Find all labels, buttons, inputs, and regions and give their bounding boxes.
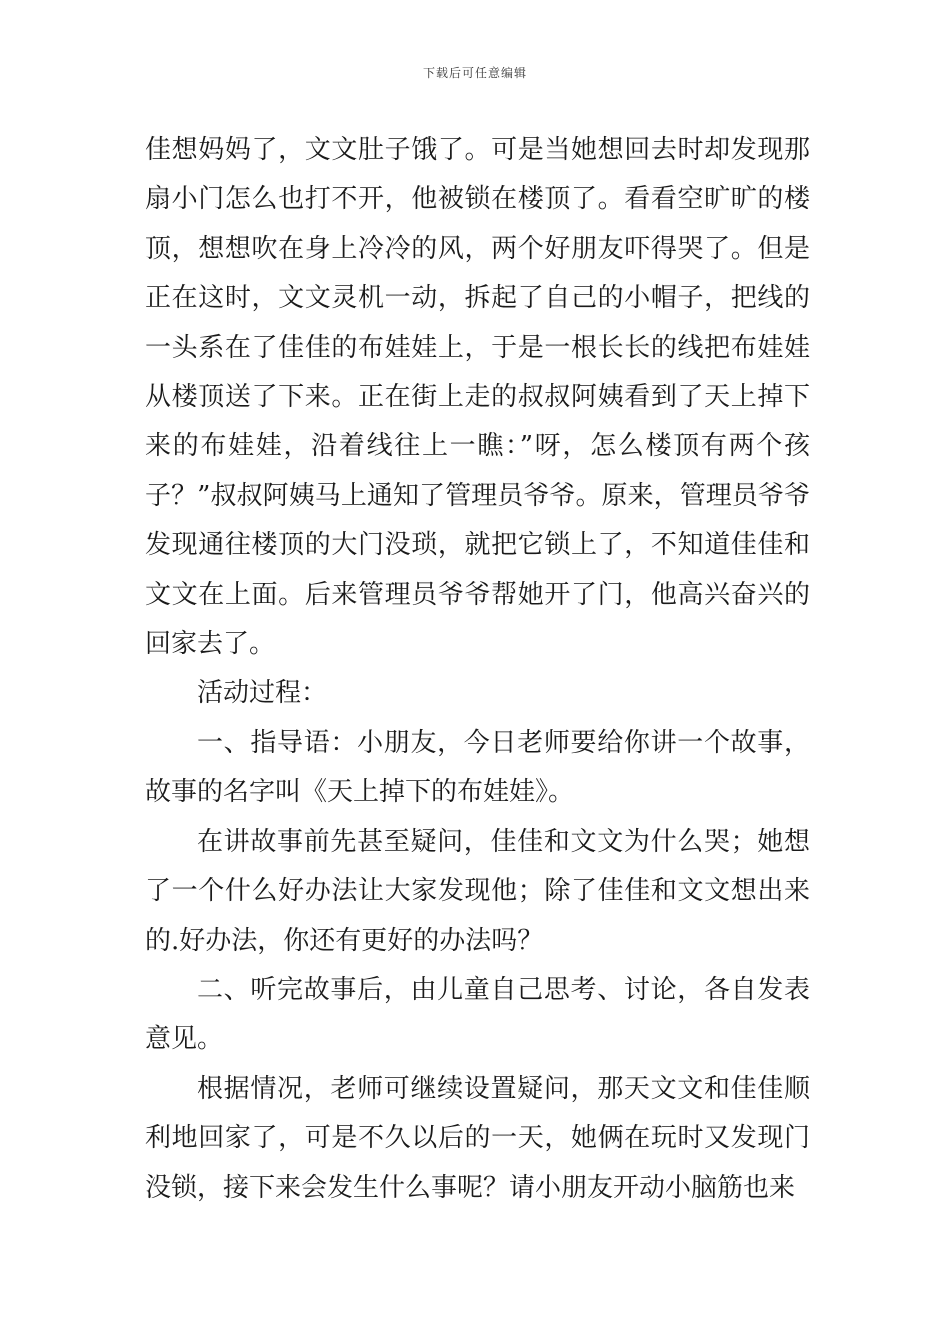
followup-paragraph: 根据情况，老师可继续设置疑问，那天文文和佳佳顺利地回家了，可是不久以后的一天，她俩在玩时又发现门没锁，接下来会发生什么事呢？请小朋友开动小脑筋也来 (145, 1073, 810, 1203)
page-header: 下载后可任意编辑 (422, 66, 527, 80)
guidance-paragraph: 一、指导语：小朋友，今日老师要给你讲一个故事，故事的名字叫《天上掉下的布娃娃》。 (145, 727, 810, 808)
discussion-paragraph: 二、听完故事后，由儿童自己思考、讨论，各自发表意见。 (145, 974, 810, 1055)
activity-process-heading: 活动过程： (197, 678, 328, 709)
story-paragraph: 佳想妈妈了，文文肚子饿了。可是当她想回去时却发现那扇小门怎么也打不开，他被锁在楼顶了。看看空旷旷的楼顶，想想吹在身上冷冷的风，两个好朋友吓得哭了。但是正在这时，文文灵机一动，拆起了自己的小帽子，把线的一头系在了佳佳的布娃娃上，于是一根长长的线把布娃娃从楼顶送了下来。正在街上走的叔叔阿姨看到了天上掉下来的布娃娃，沿着线往上一瞧：”呀，怎么楼顶有两个孩子？”叔叔阿姨马上通知了管理员爷爷。原来，管理员爷爷发现通往楼顶的大门没琐，就把它锁上了，不知道佳佳和文文在上面。后来管理员爷爷帮她开了门，他高兴奋兴的回家去了。 (145, 135, 810, 660)
questions-paragraph: 在讲故事前先甚至疑问，佳佳和文文为什么哭；她想了一个什么好办法让大家发现他；除了佳佳和文文想出来的.好办法，你还有更好的办法吗？ (145, 826, 810, 956)
document-body (145, 126, 810, 1213)
